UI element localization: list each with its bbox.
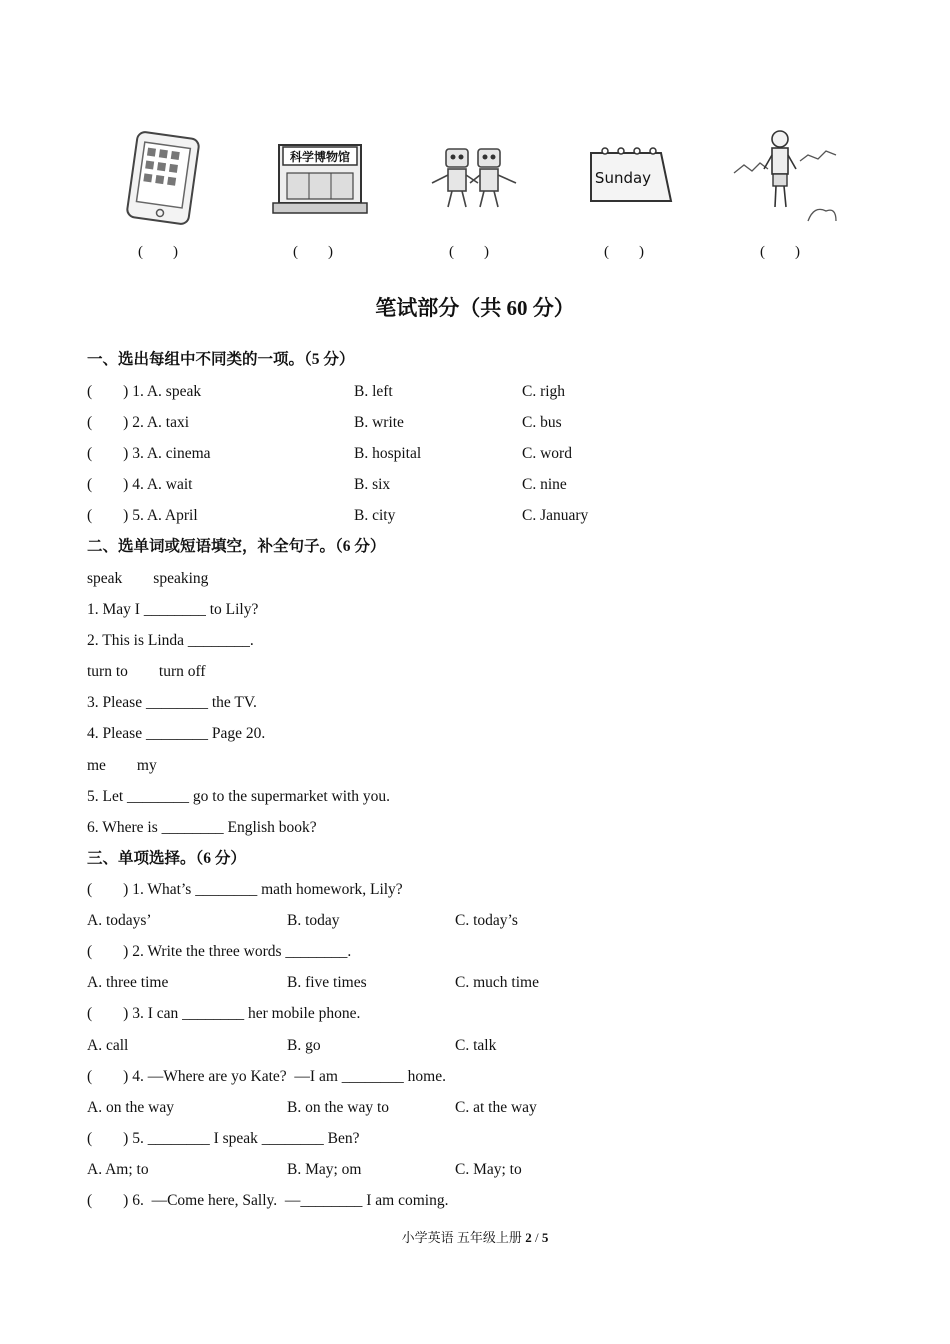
s1-q5: ( ) 5. A. April (87, 507, 198, 524)
s3-q1-option-c: C. today’s (455, 912, 518, 929)
s1-q3-option-c: C. word (522, 445, 572, 462)
s3-q3: ( ) 3. I can ________ her mobile phone. (87, 1005, 361, 1022)
s2-sentence-4: 4. Please ________ Page 20. (87, 725, 266, 742)
footer-subject: 小学英语 五年级上册 (401, 1230, 526, 1245)
s3-q2-option-a: A. three time (87, 974, 169, 991)
s1-q4: ( ) 4. A. wait (87, 476, 193, 493)
answer-paren-1[interactable]: ( ) (138, 244, 178, 260)
calendar-word-text: Sunday (594, 169, 652, 187)
s2-word-bank-3: me my (87, 757, 157, 774)
s1-q5-option-c: C. January (522, 507, 589, 524)
s3-q2-option-c: C. much time (455, 974, 539, 991)
s1-q1-option-b: B. left (354, 383, 393, 400)
answer-paren-3[interactable]: ( ) (449, 244, 489, 260)
answer-paren-4[interactable]: ( ) (604, 244, 644, 260)
s3-q1-option-a: A. todays’ (87, 912, 152, 929)
s3-q4-option-a: A. on the way (87, 1099, 174, 1116)
robots-picture (420, 125, 530, 225)
s3-q5: ( ) 5. ________ I speak ________ Ben? (87, 1130, 360, 1147)
answer-paren-5[interactable]: ( ) (760, 244, 800, 260)
s3-q3-option-c: C. talk (455, 1037, 497, 1054)
s1-q3-option-b: B. hospital (354, 445, 422, 462)
s2-sentence-1: 1. May I ________ to Lily? (87, 601, 259, 618)
boy-walking-picture (730, 125, 840, 225)
s2-sentence-5: 5. Let ________ go to the supermarket with you. (87, 788, 391, 805)
s1-q2-option-c: C. bus (522, 414, 562, 431)
s2-sentence-2: 2. This is Linda ________. (87, 632, 254, 649)
s3-q2-option-b: B. five times (287, 974, 367, 991)
science-museum-picture (265, 125, 375, 225)
s3-q1: ( ) 1. What’s ________ math homework, Lily? (87, 881, 403, 898)
s1-q5-option-b: B. city (354, 507, 396, 524)
s3-q4: ( ) 4. —Where are yo Kate? —I am ________ home. (87, 1068, 446, 1085)
s3-q4-option-c: C. at the way (455, 1099, 537, 1116)
s1-q4-option-c: C. nine (522, 476, 567, 493)
footer-page-number: 2 (525, 1230, 532, 1245)
section1-heading: 一、选出每组中不同类的一项。（5 分） (87, 351, 355, 368)
s2-word-bank-1: speak speaking (87, 570, 209, 587)
s1-q2-option-b: B. write (354, 414, 404, 431)
s3-q5-option-a: A. Am; to (87, 1161, 149, 1178)
s1-q1: ( ) 1. A. speak (87, 383, 202, 400)
written-part-title: 笔试部分（共 60 分） (375, 296, 575, 320)
section3-heading: 三、单项选择。（6 分） (87, 850, 246, 867)
footer-page-total: 5 (541, 1230, 549, 1245)
s2-sentence-3: 3. Please ________ the TV. (87, 694, 257, 711)
s1-q3: ( ) 3. A. cinema (87, 445, 211, 462)
s1-q1-option-c: C. righ (522, 383, 566, 400)
page-footer (0, 1227, 950, 1246)
s2-word-bank-2: turn to turn off (87, 663, 206, 680)
s3-q4-option-b: B. on the way to (287, 1099, 390, 1116)
s1-q2: ( ) 2. A. taxi (87, 414, 190, 431)
s3-q2: ( ) 2. Write the three words ________. (87, 943, 352, 960)
s3-q3-option-a: A. call (87, 1037, 129, 1054)
s3-q3-option-b: B. go (287, 1037, 321, 1054)
mobile-phone-picture (110, 125, 220, 225)
section2-heading: 二、选单词或短语填空，补全句子。（6 分） (87, 538, 386, 555)
museum-sign-text: 科学博物馆 (289, 150, 351, 164)
s3-q6: ( ) 6. —Come here, Sally. —________ I am coming. (87, 1192, 449, 1209)
s3-q5-option-b: B. May; om (287, 1161, 362, 1178)
answer-paren-2[interactable]: ( ) (293, 244, 333, 260)
s3-q5-option-c: C. May; to (455, 1161, 522, 1178)
s3-q1-option-b: B. today (287, 912, 340, 929)
footer-separator: / (531, 1230, 542, 1245)
s1-q4-option-b: B. six (354, 476, 391, 493)
s2-sentence-6: 6. Where is ________ English book? (87, 819, 317, 836)
sunday-calendar-picture (573, 125, 683, 225)
